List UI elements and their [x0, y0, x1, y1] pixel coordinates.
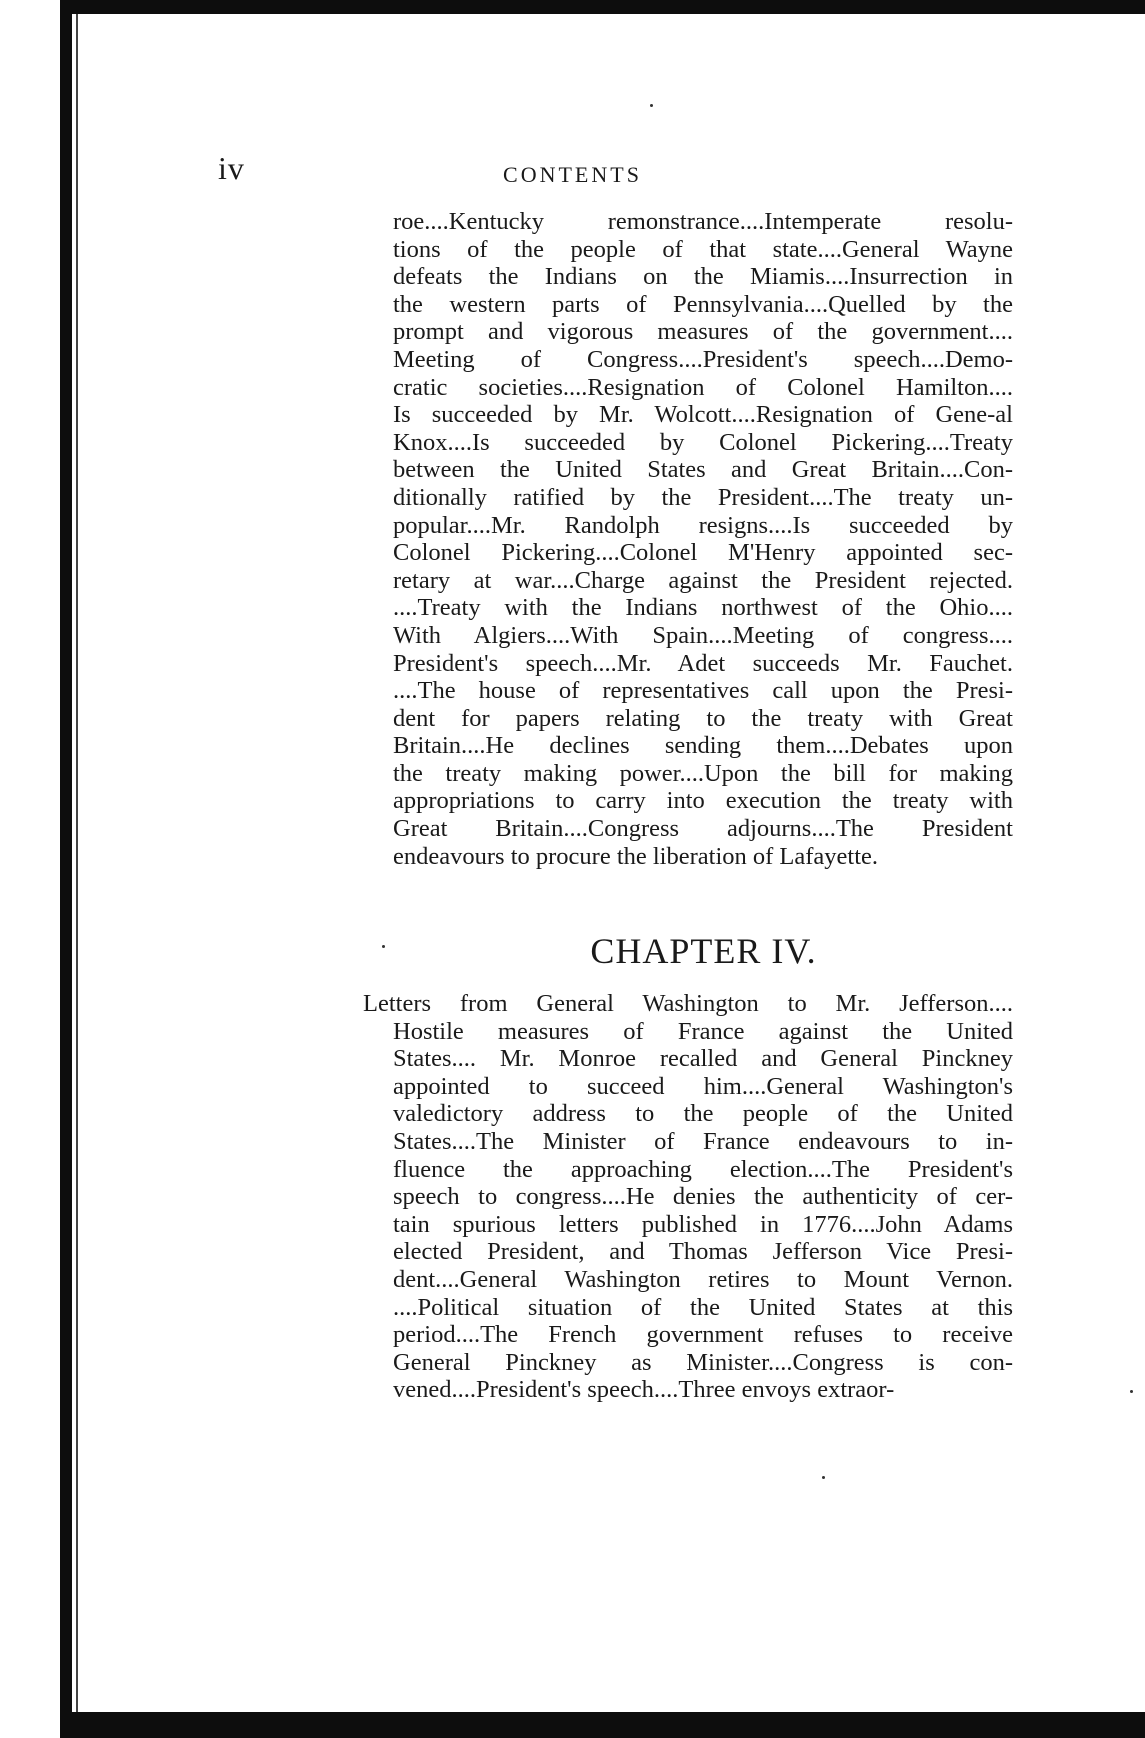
text-line: tain spurious letters published in 1776....John Adams — [393, 1210, 1013, 1238]
text-line: vened....President's speech....Three envoys extraor- — [393, 1376, 895, 1404]
text-line: Colonel Pickering....Colonel M'Henry appointed sec- — [393, 539, 1013, 567]
text-line: defeats the Indians on the Miamis....Insurrection in — [393, 263, 1013, 291]
text-line: Knox....Is succeeded by Colonel Pickering....Treaty — [393, 428, 1013, 456]
text-line: cratic societies....Resignation of Colonel Hamilton.... — [393, 373, 1013, 401]
text-line: prompt and vigorous measures of the government.... — [393, 318, 1013, 346]
text-line: the western parts of Pennsylvania....Quelled by the — [393, 290, 1013, 318]
text-line: fluence the approaching election....The President's — [393, 1155, 1013, 1183]
text-line: popular....Mr. Randolph resigns....Is succeeded by — [393, 511, 1013, 539]
text-line: Letters from General Washington to Mr. Jefferson.... — [363, 990, 1013, 1017]
text-line: dent for papers relating to the treaty with Great — [393, 704, 1013, 732]
text-line: With Algiers....With Spain....Meeting of congress.... — [393, 621, 1013, 649]
contents-paragraph-1 — [393, 208, 1013, 870]
text-line: President's speech....Mr. Adet succeeds Mr. Fauchet. — [393, 649, 1013, 677]
running-head-text: CONTENTS — [503, 162, 642, 187]
text-line: retary at war....Charge against the President rejected. — [393, 566, 1013, 594]
text-line: Great Britain....Congress adjourns....The President — [393, 815, 1013, 843]
text-line: ditionally ratified by the President....The treaty un- — [393, 483, 1013, 511]
scan-border-left — [60, 0, 72, 1738]
text-line: endeavours to procure the liberation of Lafayette. — [393, 842, 879, 870]
text-line: dent....General Washington retires to Mount Vernon. — [393, 1265, 1013, 1293]
text-line: the treaty making power....Upon the bill for making — [393, 759, 1013, 787]
scan-speck — [822, 1476, 825, 1479]
scan-speck — [1130, 1390, 1133, 1393]
text-line: States.... Mr. Monroe recalled and General Pinckney — [393, 1045, 1013, 1073]
scan-border-top — [60, 0, 1145, 14]
text-line: appointed to succeed him....General Washington's — [393, 1072, 1013, 1100]
text-line: Is succeeded by Mr. Wolcott....Resignation of Gene-al — [393, 401, 1013, 429]
text-line: States....The Minister of France endeavours to in- — [393, 1127, 1013, 1155]
contents-paragraph-2 — [363, 990, 1013, 1404]
text-line: ....The house of representatives call upon the Presi- — [393, 677, 1013, 705]
text-line: valedictory address to the people of the United — [393, 1100, 1013, 1128]
text-line: roe....Kentucky remonstrance....Intemperate resolu- — [393, 208, 1013, 235]
text-line: appropriations to carry into execution the treaty with — [393, 787, 1013, 815]
text-line: elected President, and Thomas Jefferson Vice Presi- — [393, 1238, 1013, 1266]
chapter-heading — [0, 930, 1145, 972]
scan-speck — [650, 104, 653, 107]
text-line: period....The French government refuses to receive — [393, 1321, 1013, 1349]
text-line: ....Political situation of the United States at this — [393, 1293, 1013, 1321]
text-line: General Pinckney as Minister....Congress is con- — [393, 1348, 1013, 1376]
text-line: Meeting of Congress....President's speech....Demo- — [393, 345, 1013, 373]
scan-border-left-inner — [76, 14, 78, 1714]
page-number: iv — [218, 150, 245, 186]
text-line: tions of the people of that state....General Wayne — [393, 235, 1013, 263]
text-line: Britain....He declines sending them....Debates upon — [393, 732, 1013, 760]
chapter-heading-text: CHAPTER IV. — [590, 931, 817, 971]
text-line: Hostile measures of France against the United — [393, 1017, 1013, 1045]
scan-border-bottom — [60, 1712, 1145, 1738]
text-line: between the United States and Great Britain....Con- — [393, 456, 1013, 484]
text-line: ....Treaty with the Indians northwest of the Ohio.... — [393, 594, 1013, 622]
running-head — [0, 162, 1145, 188]
scan-speck — [382, 945, 385, 948]
text-line: speech to congress....He denies the authenticity of cer- — [393, 1183, 1013, 1211]
